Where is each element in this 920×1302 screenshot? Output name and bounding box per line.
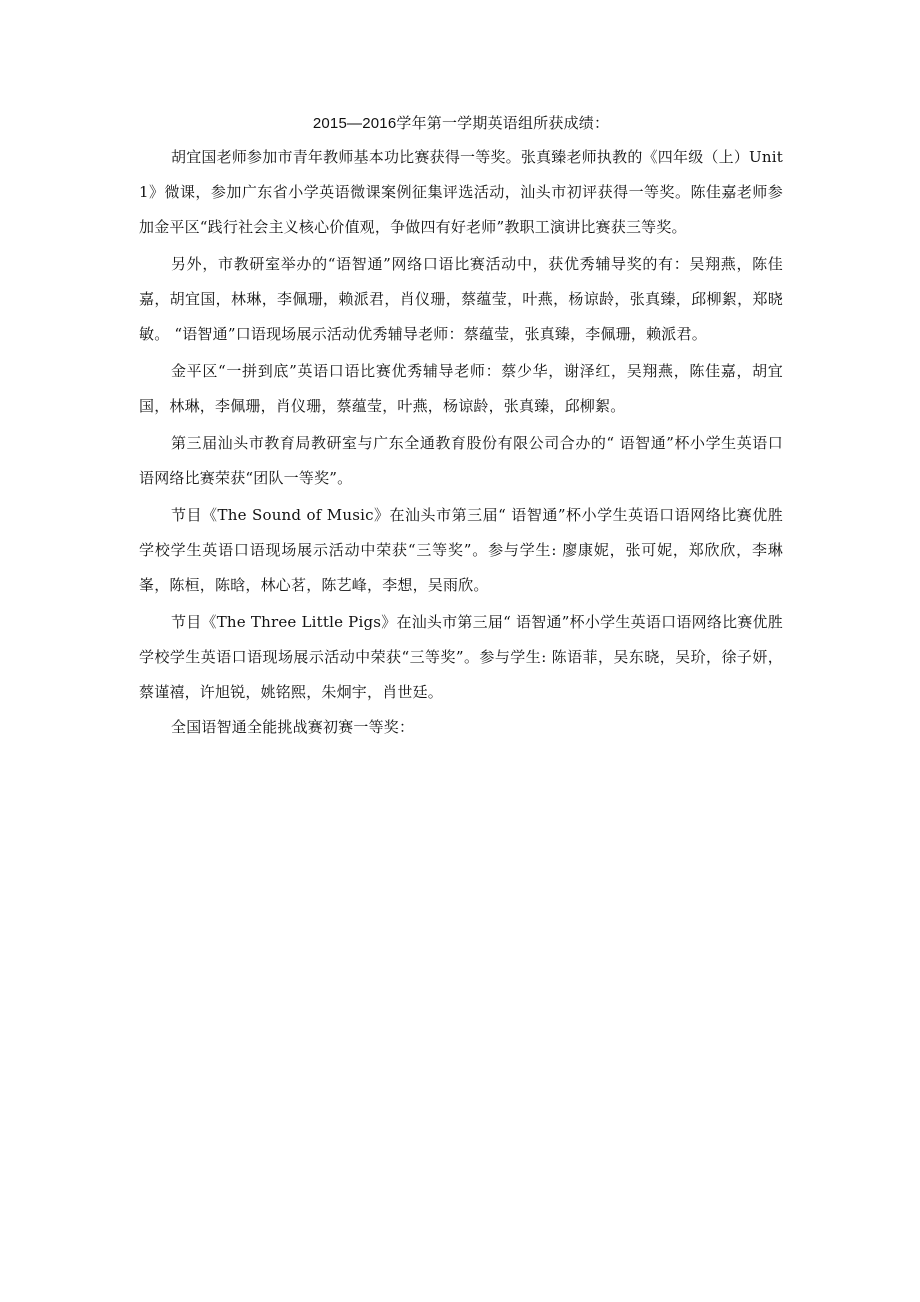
paragraph-teacher-awards: 胡宜国老师参加市青年教师基本功比赛获得一等奖。张真臻老师执教的《四年级（上）Unit 1》微课，参加广东省小学英语微课案例征集评选活动，汕头市初评获得一等奖。陈佳嘉老师参加金平区“践行社会主义核心价值观，争做四有好老师”教职工演讲比赛获三等奖。 — [139, 148, 783, 236]
paragraph-national-award: 全国语智通全能挑战赛初赛一等奖： — [171, 718, 415, 736]
document-content — [139, 112, 783, 747]
paragraph-district-tutors: 金平区“一拼到底”英语口语比赛优秀辅导老师：蔡少华，谢泽红，吴翔燕，陈佳嘉，胡宜国，林琳，李佩珊，肖仪珊，蔡蕴莹，叶燕，杨谅龄，张真臻，邱柳絮。 — [139, 362, 783, 415]
paragraph-three-little-pigs: 节目《The Three Little Pigs》在汕头市第三届“ 语智通”杯小学生英语口语网络比赛优胜学校学生英语口语现场展示活动中荣获“三等奖”。参与学生: 陈语菲，吴东晓，吴玠，徐子妍，蔡谨禧，许旭锐，姚铭熙，朱炯宇，肖世廷。 — [139, 613, 783, 701]
paragraph-sound-of-music: 节目《The Sound of Music》在汕头市第三届“ 语智通”杯小学生英语口语网络比赛优胜学校学生英语口语现场展示活动中荣获“三等奖”。参与学生: 廖康妮，张可妮，郑欣欣，李琳峯，陈桓，陈晗，林心茗，陈艺峰，李想，吴雨欣。 — [139, 506, 783, 594]
paragraph-team-award: 第三届汕头市教育局教研室与广东全通教育股份有限公司合办的“ 语智通”杯小学生英语口语网络比赛荣获“团队一等奖”。 — [139, 434, 783, 487]
paragraph-tutor-awards: 另外，市教研室举办的“语智通”网络口语比赛活动中，获优秀辅导奖的有：吴翔燕，陈佳嘉，胡宜国，林琳，李佩珊，赖派君，肖仪珊，蔡蕴莹，叶燕，杨谅龄，张真臻，邱柳絮，郑晓敏。 “语智通”口语现场展示活动优秀辅导老师：蔡蕴莹，张真臻，李佩珊，赖派君。 — [139, 255, 783, 343]
document-title: 2015—2016学年第一学期英语组所获成绩： — [312, 115, 610, 132]
